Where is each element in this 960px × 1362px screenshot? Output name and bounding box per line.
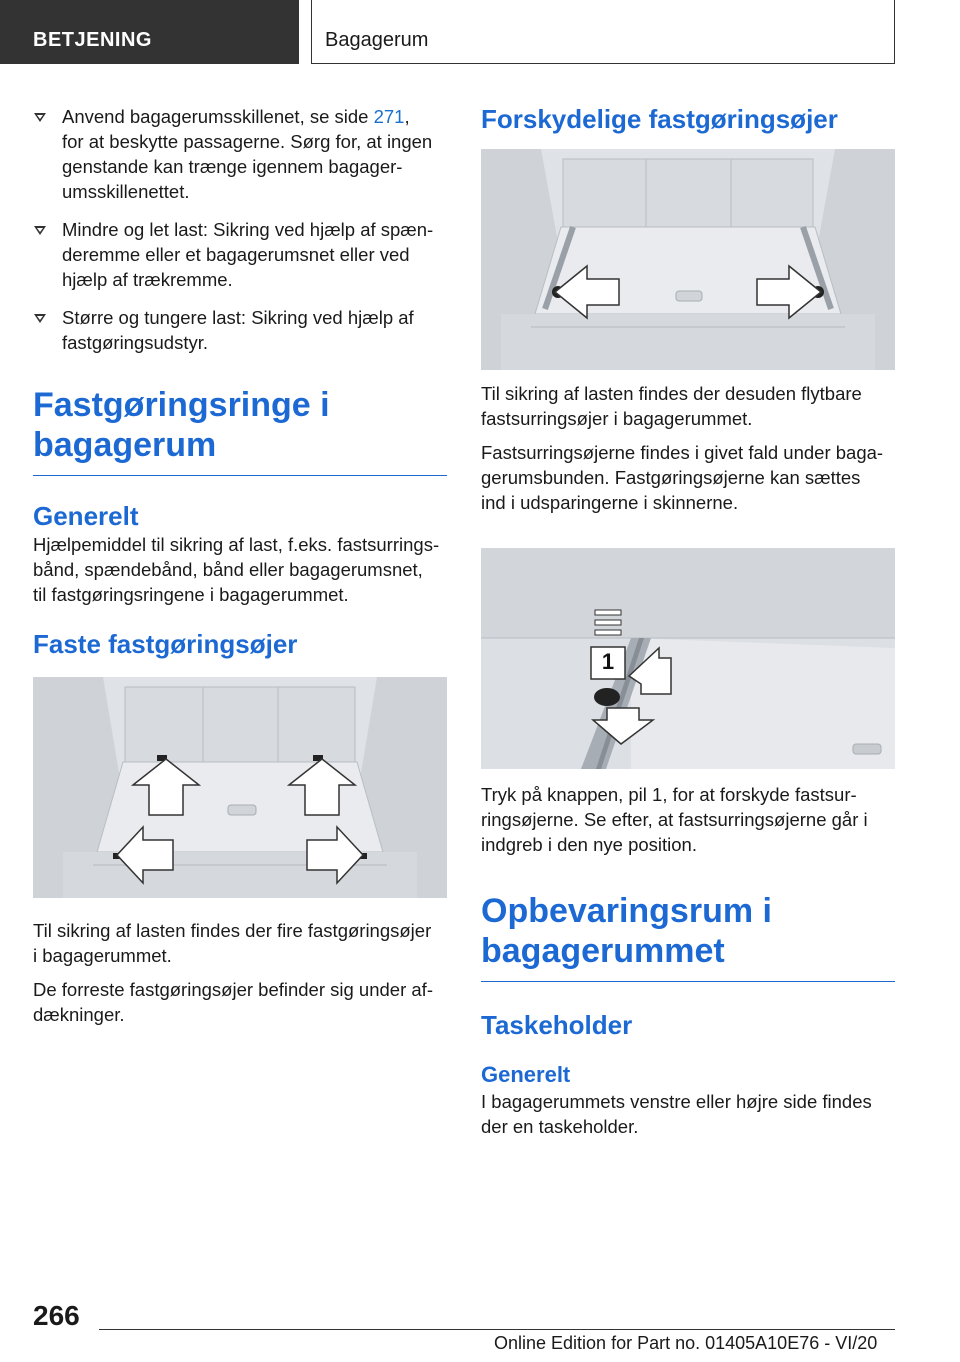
triangle-bullet-icon [34,314,46,323]
section-heading: Fastgøringsringe i bagagerum [33,386,330,464]
footer-edition: Online Edition for Part no. 01405A10E76 - VI/20 [494,1333,878,1353]
footer-rule [99,1329,895,1330]
subheading-general: Generelt [33,501,139,531]
trunk-movable-eyes-illustration [481,149,895,370]
header-section-title: BETJENING [33,29,152,51]
page-number: 266 [33,1300,80,1331]
subheading-bag-holder: Taskeholder [481,1010,633,1040]
section-heading-storage: Opbevaringsrum i bagagerummet [481,892,772,970]
fixed-eyes-paragraph-2: De forreste fastgøringsøjer befinder sig under af‐ dækninger. [33,979,433,1025]
page-link[interactable]: 271 [373,106,405,127]
subheading-fixed-eyes: Faste fastgøringsøjer [33,629,298,659]
bullet-text: Anvend bagagerumsskillenet, se side 271, for at beskytte passagerne. Sørg for, at ingen genstande kan trænge igennem bagager‐ umsskillenettet. [62,106,433,202]
bullet-item [33,217,447,292]
movable-eyes-paragraph-1: Til sikring af lasten findes der desuden flytbare fastsurringsøjer i bagagerummet. [481,383,862,429]
heading-rule [481,981,895,982]
bullet-item [33,104,447,204]
trunk-fixed-eyes-illustration [33,677,447,898]
left-column [33,104,447,1027]
triangle-bullet-icon [34,226,46,235]
movable-eyes-paragraph-3: Tryk på knappen, pil 1, for at forskyde fastsur‐ ringsøjerne. Se efter, at fastsurringsøjerne går i indgreb i den nye position. [481,784,868,855]
general-paragraph: Hjælpemiddel til sikring af last, f.eks. fastsurrings‐ bånd, spændebånd, bånd eller bagagerumsnet, til fastgøringsringene i bagagerummet. [33,534,440,605]
subheading-general-bag: Generelt [481,1062,571,1087]
bullet-text: Større og tungere last: Sikring ved hjælp af fastgøringsudstyr. [62,307,414,353]
triangle-bullet-icon [34,113,46,122]
callout-number: 1 [601,649,615,674]
heading-rule [33,475,447,476]
bag-holder-paragraph: I bagagerummets venstre eller højre side findes der en taskeholder. [481,1091,872,1137]
movable-eyes-paragraph-2: Fastsurringsøjerne findes i givet fald under baga‐ gerumsbunden. Fastgøringsøjerne kan sættes ind i udsparingerne i skinnerne. [481,442,884,513]
bullet-item [33,305,447,355]
rail-release-button-illustration [481,548,895,769]
header-chapter-title: Bagagerum [325,29,429,51]
right-column [481,104,895,1139]
subheading-movable-eyes: Forskydelige fastgøringsøjer [481,104,838,134]
bullet-text: Mindre og let last: Sikring ved hjælp af spæn‐ deremme eller et bagagerumsnet eller ved hjælp af trækremme. [62,219,434,290]
fixed-eyes-paragraph-1: Til sikring af lasten findes der fire fastgøringsøjer i bagagerummet. [33,920,432,966]
